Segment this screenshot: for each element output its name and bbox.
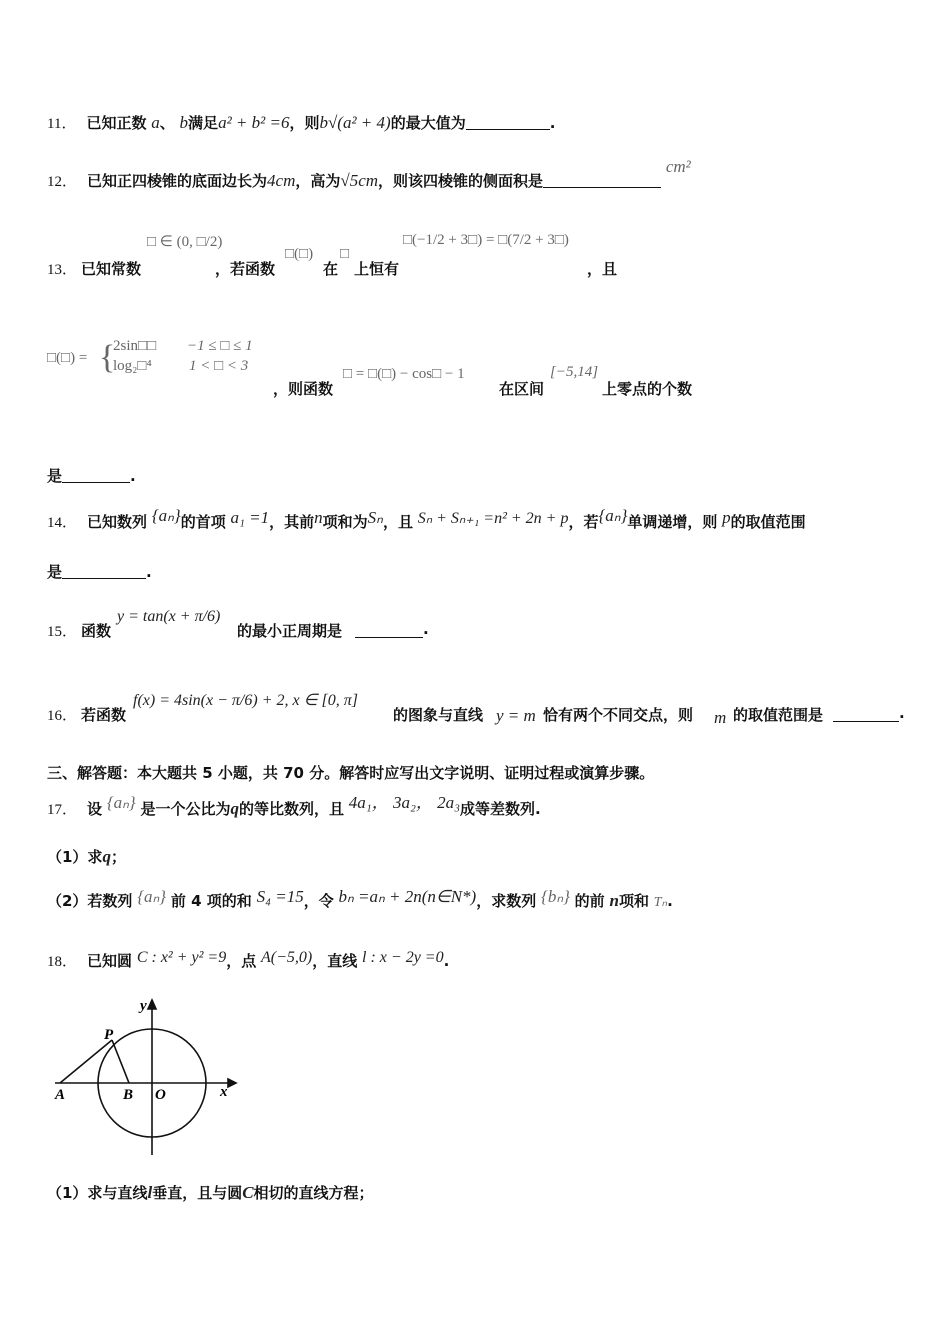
math-a: a — [151, 113, 160, 132]
question-17: 17． 设 {aₙ} 是一个公比为q的等比数列，且 4a₁， 3a₂， 2a₃成等差数列. — [47, 793, 541, 818]
answer-blank[interactable] — [466, 128, 550, 130]
math-q: q — [230, 799, 239, 818]
question-number: 18． — [47, 954, 78, 970]
math-c: C — [242, 1183, 254, 1202]
math-circle: C : x² + y² =9 — [136, 949, 227, 966]
math-line: l : x − 2y =0 — [362, 949, 444, 966]
y-axis-arrow — [148, 1000, 156, 1009]
math-piecewise-lhs: □(□) = — [47, 350, 88, 366]
math-q: q — [102, 847, 111, 866]
math-sum: S₄ =15 — [256, 887, 304, 906]
segment-pb — [112, 1040, 129, 1083]
question-13-line-2: □(□) = { 2sin□□ −1 ≤ □ ≤ 1 log₂□⁴ 1 < □ < 3 ，则函数 □ = □(□) − cos□ − 1 在区间 [−5,14] 上零点的个数 — [47, 338, 693, 398]
math-piece-2: log₂□⁴ — [113, 358, 152, 374]
question-11: 11． 已知正数 a、 b满足a² + b² =6，则b√(a² + 4)的最大值为 . — [47, 113, 556, 132]
math-point: A(−5,0) — [261, 949, 313, 966]
answer-blank[interactable] — [62, 577, 146, 579]
math-side: 4cm — [267, 171, 296, 190]
math-function: □(□) — [285, 246, 314, 262]
question-number: 16． — [47, 708, 78, 724]
math-height: √5cm — [340, 171, 379, 190]
question-14-line-1: 14． 已知数列 {aₙ}的首项 a₁ =1，其前n项和为Sₙ，且 Sₙ + Sₙ₊₁ =n² + 2n + p，若{aₙ}单调递增，则 p的取值范围 — [47, 506, 806, 531]
question-17-part-1: （1）求q； — [47, 847, 126, 866]
question-18-part-1: （1）求与直线l垂直，且与圆C相切的直线方程； — [47, 1183, 374, 1202]
x-axis-arrow — [228, 1079, 236, 1087]
section-heading: 三、解答题：本大题共 5 小题，共 70 分。解答时应写出文字说明、证明过程或演算步骤。 — [47, 764, 655, 782]
question-number: 15． — [47, 624, 78, 640]
math-n: n — [314, 508, 323, 527]
question-number: 17． — [47, 802, 78, 818]
math-sequence-b: {bₙ} — [541, 887, 570, 906]
question-17-part-2: （2）若数列 {aₙ} 前 4 项的和 S₄ =15，令 bₙ =aₙ + 2n(n∈N*)，求数列 {bₙ} 的前 n项和 Tₙ. — [47, 887, 673, 910]
question-13-line-3: 是 . — [47, 467, 136, 485]
label-a: A — [55, 1087, 66, 1103]
answer-blank[interactable] — [355, 636, 423, 638]
math-domain: □ — [340, 246, 350, 262]
question-number: 12． — [47, 174, 78, 190]
math-constant: □ ∈ (0, □/2) — [147, 234, 223, 250]
piecewise-brace: { — [99, 339, 116, 376]
math-sin-function: f(x) = 4sin(x − π/6) + 2, x ∈ [0, π] — [133, 692, 358, 709]
math-piece-1: 2sin□□ — [113, 338, 157, 354]
math-l: l — [147, 1183, 153, 1202]
math-m: m — [714, 708, 727, 727]
circle-figure — [50, 995, 250, 1165]
math-sequence: {aₙ} — [106, 793, 136, 812]
math-terms: 4a₁， 3a₂， 2a₃ — [348, 793, 461, 812]
label-y: y — [140, 998, 147, 1014]
question-14-line-2: 是 . — [47, 563, 152, 581]
math-sequence: {aₙ} — [151, 506, 181, 525]
math-piece-2-cond: 1 < □ < 3 — [189, 358, 249, 374]
math-expression: b√(a² + 4) — [319, 113, 391, 132]
label-o: O — [155, 1087, 166, 1103]
label-p: P — [104, 1027, 114, 1043]
math-sequence: {aₙ} — [137, 887, 167, 906]
math-b: b — [179, 113, 189, 132]
math-interval: [−5,14] — [550, 364, 599, 380]
label-x: x — [220, 1084, 228, 1100]
math-p: p — [722, 508, 731, 527]
question-12: 12． 已知正四棱锥的底面边长为4cm，高为√5cm，则该四棱锥的侧面积是 cm² — [47, 157, 691, 190]
math-identity: □(−1/2 + 3□) = □(7/2 + 3□) — [403, 232, 569, 248]
question-number: 11． — [47, 116, 77, 132]
question-16: 16． 若函数 f(x) = 4sin(x − π/6) + 2, x ∈ [0, π] 的图象与直线 y = m 恰有两个不同交点，则 m 的取值范围是 . — [47, 692, 905, 727]
math-T: Tₙ — [653, 895, 668, 910]
question-number: 14． — [47, 515, 78, 531]
answer-blank[interactable] — [543, 186, 661, 188]
math-unit: cm² — [665, 157, 691, 176]
question-number: 13． — [47, 262, 78, 278]
math-g-function: □ = □(□) − cos□ − 1 — [343, 366, 465, 382]
segment-ap — [60, 1040, 112, 1083]
math-relation: Sₙ + Sₙ₊₁ =n² + 2n + p — [417, 510, 569, 527]
question-15: 15． 函数 y = tan(x + π/6) 的最小正周期是 . — [47, 608, 429, 640]
answer-blank[interactable] — [833, 720, 899, 722]
math-sum: Sₙ — [367, 508, 383, 527]
math-tan-function: y = tan(x + π/6) — [117, 608, 221, 625]
question-18: 18． 已知圆 C : x² + y² =9，点 A(−5,0)，直线 l : x − 2y =0. — [47, 949, 450, 970]
math-definition: bₙ =aₙ + 2n(n∈N*) — [338, 887, 477, 906]
label-b: B — [123, 1087, 134, 1103]
math-condition: a² + b² =6 — [218, 113, 290, 132]
math-first-term: a₁ =1 — [230, 508, 270, 527]
math-piece-1-cond: −1 ≤ □ ≤ 1 — [187, 338, 253, 354]
answer-blank[interactable] — [62, 481, 130, 483]
math-n: n — [609, 891, 619, 910]
math-sequence-2: {aₙ} — [598, 506, 628, 525]
question-13-line-1: 13． 已知常数 □ ∈ (0, □/2) ，若函数 □(□) 在 □ 上恒有 □(−1/2 + 3□) = □(7/2 + 3□) ，且 — [47, 232, 618, 278]
math-line: y = m — [496, 706, 536, 725]
